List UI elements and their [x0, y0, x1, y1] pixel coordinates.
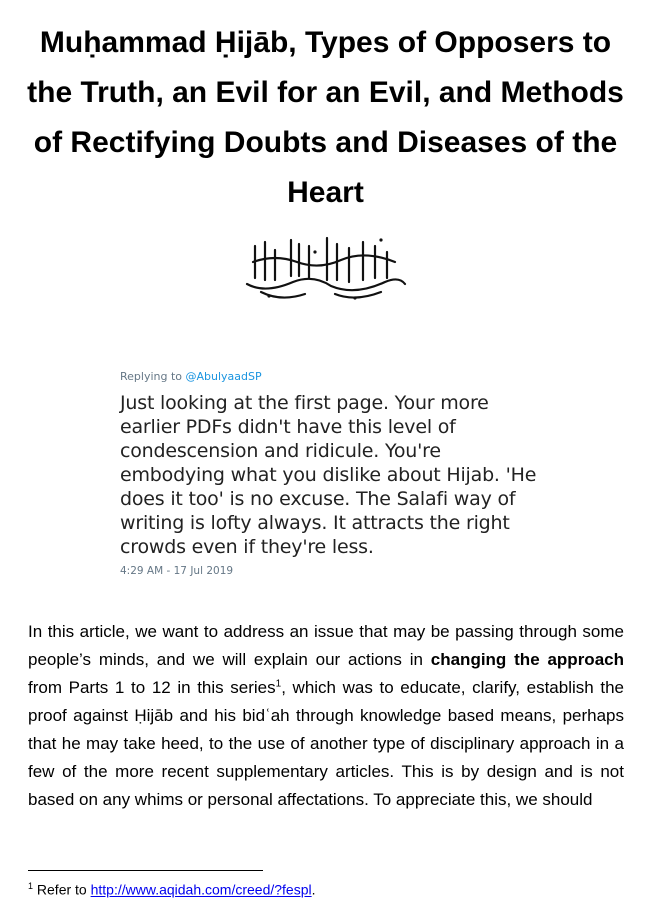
paragraph-text-1: In this article, we want to address an issue that may be passing through some people’s minds, and we will explain our actions in — [28, 622, 624, 669]
footnote — [28, 877, 628, 899]
paragraph-text-3: , which was to educate, clarify, establish the proof against Ḥijāb and his bidʿah through knowledge based means, perhaps that he may take heed, to the use of another type of disciplinary approach in a few of the more recent supplementary articles. This is by design and is not based on any whims or personal affectations. To appreciate this, we should — [28, 678, 624, 809]
footnote-prefix: Refer to — [33, 881, 91, 898]
paragraph-text-2: from Parts 1 to 12 in this series — [28, 678, 276, 697]
footnote-reference[interactable]: 1 — [275, 678, 282, 690]
replying-to-handle-link[interactable]: @AbulyaadSP — [185, 370, 262, 383]
footnote-number: 1 — [28, 881, 34, 891]
replying-to-label: Replying to — [120, 370, 183, 383]
footnote-link[interactable]: http://www.aqidah.com/creed/?fespl — [90, 881, 312, 898]
tweet-timestamp[interactable]: 4:29 AM - 17 Jul 2019 — [120, 565, 234, 577]
paragraph-bold-phrase: changing the approach — [430, 650, 624, 669]
tweet-reply-line — [120, 370, 540, 383]
embedded-tweet — [120, 370, 540, 577]
document-title: Muḥammad Ḥijāb, Types of Opposers to the Truth, an Evil for an Evil, and Methods of Rectifying Doubts and Diseases of the Heart — [27, 26, 624, 209]
footnote-divider — [28, 870, 263, 871]
basmala-calligraphy — [235, 232, 415, 304]
footnote-suffix: . — [311, 881, 316, 898]
article-paragraph — [28, 618, 624, 814]
tweet-text: Just looking at the first page. Your more earlier PDFs didn't have this level of condescension and ridicule. You're embodying what you dislike about Hijab. 'He does it too' is no excuse. The Salafi way of writing is lofty always. It attracts the right crowds even if they're less. — [120, 392, 537, 558]
